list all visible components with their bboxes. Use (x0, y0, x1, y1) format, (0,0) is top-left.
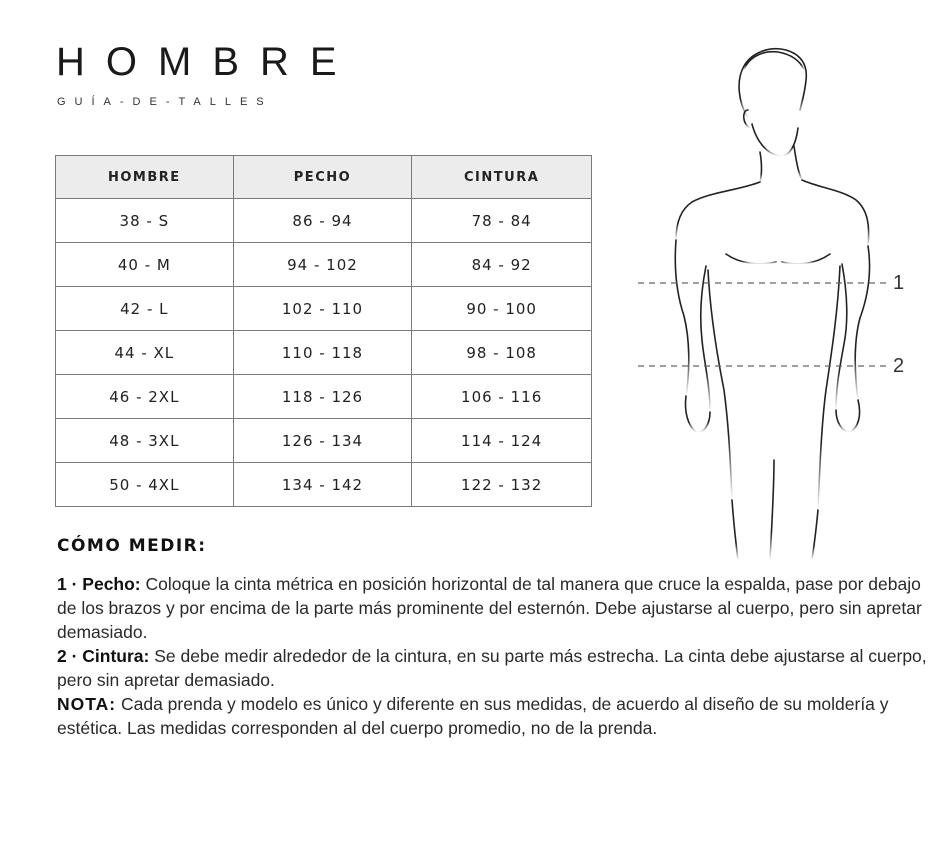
chest-cell: 134 - 142 (233, 463, 412, 507)
column-header-waist: CINTURA (412, 156, 592, 199)
face-outline (752, 124, 798, 156)
right-hand-outline (836, 400, 860, 432)
waist-cell: 114 - 124 (412, 419, 592, 463)
table-row (56, 199, 592, 243)
size-cell: 42 - L (56, 287, 234, 331)
chest-cell: 118 - 126 (233, 375, 412, 419)
leg-left-outline (732, 500, 738, 560)
chest-line-right (782, 254, 830, 264)
instruction-chest-text: Coloque la cinta métrica en posición horizontal de tal manera que cruce la espalda, pase por debajo de los brazos y por encima de la parte más prominente del esternón. Debe ajustarse al cuerpo, pero sin apretar demasiado. (57, 574, 922, 642)
note-text: Cada prenda y modelo es único y diferente en sus medidas, de acuerdo al diseño de su moldería y estética. Las medidas corresponden al del cuerpo promedio, no de la prenda. (57, 694, 889, 738)
chest-cell: 86 - 94 (233, 199, 412, 243)
table-row (56, 287, 592, 331)
left-shoulder-outline (676, 182, 760, 240)
left-arm-outline (675, 240, 689, 396)
right-arm-outline (855, 246, 869, 400)
size-cell: 44 - XL (56, 331, 234, 375)
waist-cell: 106 - 116 (412, 375, 592, 419)
size-cell: 46 - 2XL (56, 375, 234, 419)
page-title: HOMBRE (56, 40, 358, 84)
page-subtitle: GUÍA-DE-TALLES (57, 96, 273, 108)
column-header-size: HOMBRE (56, 156, 234, 199)
chest-cell: 110 - 118 (233, 331, 412, 375)
chest-line-label: 1 (893, 272, 905, 294)
right-arm-inner-outline (836, 264, 847, 410)
left-hand-outline (685, 396, 710, 432)
chest-cell: 102 - 110 (233, 287, 412, 331)
instruction-chest (57, 572, 927, 644)
right-shoulder-outline (802, 180, 869, 246)
leg-center-outline (770, 460, 774, 560)
table-row (56, 419, 592, 463)
instruction-waist-text: Se debe medir alrededor de la cintura, en su parte más estrecha. La cinta debe ajustarse al cuerpo, pero sin apretar demasiado. (57, 646, 927, 690)
note (57, 692, 927, 740)
instruction-chest-label: 1 · Pecho: (57, 574, 141, 594)
size-cell: 50 - 4XL (56, 463, 234, 507)
table-row (56, 375, 592, 419)
size-cell: 48 - 3XL (56, 419, 234, 463)
leg-right-outline (812, 510, 818, 560)
table-header-row (56, 156, 592, 199)
waist-line-label: 2 (893, 355, 905, 377)
neck-outline-right (794, 146, 802, 180)
table-row (56, 463, 592, 507)
body-silhouette-illustration (630, 40, 930, 560)
waist-cell: 98 - 108 (412, 331, 592, 375)
size-cell: 38 - S (56, 199, 234, 243)
instruction-waist-label: 2 · Cintura: (57, 646, 150, 666)
chest-cell: 94 - 102 (233, 243, 412, 287)
ear-outline (744, 110, 750, 128)
waist-cell: 122 - 132 (412, 463, 592, 507)
note-label: NOTA: (57, 694, 117, 714)
neck-outline (760, 152, 762, 182)
waist-cell: 84 - 92 (412, 243, 592, 287)
how-to-measure-heading: CÓMO MEDIR: (57, 536, 207, 556)
instruction-waist (57, 644, 927, 692)
table-row (56, 331, 592, 375)
instructions-block (57, 572, 927, 740)
size-cell: 40 - M (56, 243, 234, 287)
chest-line (726, 254, 776, 264)
size-table (55, 155, 592, 507)
waist-cell: 90 - 100 (412, 287, 592, 331)
chest-cell: 126 - 134 (233, 419, 412, 463)
table-row (56, 243, 592, 287)
column-header-chest: PECHO (233, 156, 412, 199)
torso-left-outline (708, 270, 732, 500)
waist-cell: 78 - 84 (412, 199, 592, 243)
